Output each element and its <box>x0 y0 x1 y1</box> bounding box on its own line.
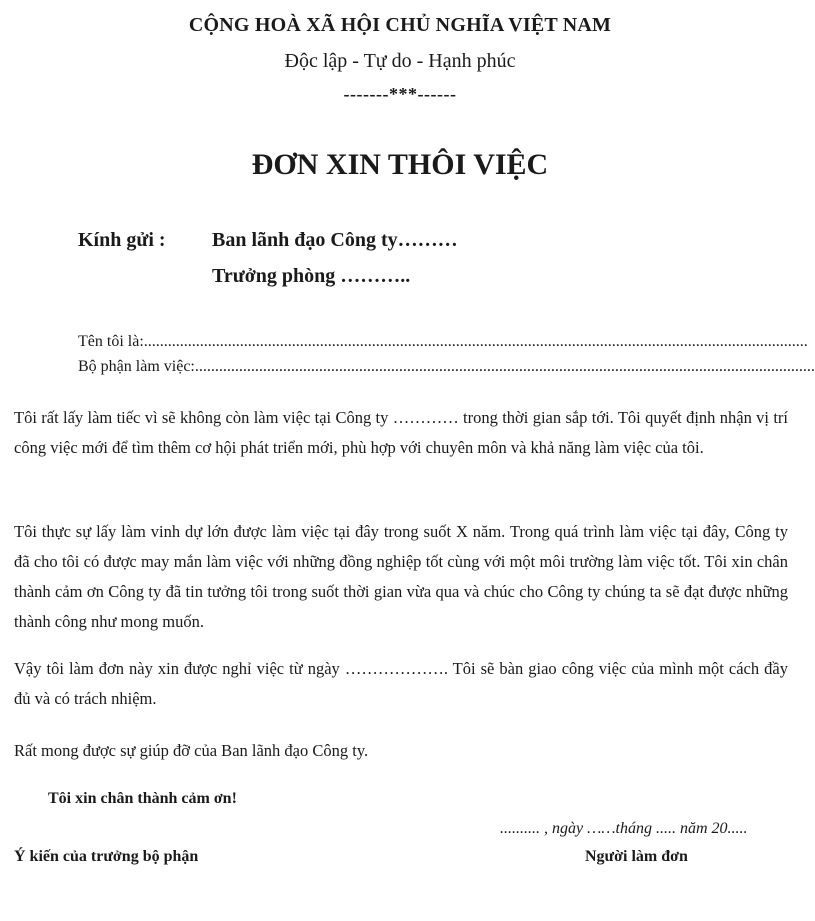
paragraph-request: Vậy tôi làm đơn này xin được nghỉ việc từ ngày ………………. Tôi sẽ bàn giao công việc của mình một cách đầy đủ và có trách nhiệm. <box>14 659 788 708</box>
national-motto: Độc lập - Tự do - Hạnh phúc <box>284 50 516 72</box>
department-head-opinion-label: Ý kiến của trưởng bộ phận <box>14 848 199 865</box>
date-line: .......... , ngày ……tháng ..... năm 20..... <box>500 820 748 837</box>
paragraph-gratitude: Tôi thực sự lấy làm vinh dự lớn được làm việc tại đây trong suốt X năm. Trong quá trình làm việc tại đây, Công ty đã cho tôi có được may mắn làm việc với những đồng nghiệp tốt cùng với một môi trường làm việc tốt. Tôi xin chân thành cảm ơn Công ty đã tin tưởng tôi trong suốt thời gian vừa qua và chúc cho Công ty chúng ta sẽ đạt được những thành công như mong muốn. <box>14 522 788 631</box>
applicant-signature-label: Người làm đơn <box>585 848 688 865</box>
name-field-label: Tên tôi là: <box>78 333 144 350</box>
department-field-blank: ........................................................................................................................................................... <box>194 358 815 375</box>
department-field <box>78 358 815 376</box>
addressee-label: Kính gửi : <box>78 229 166 251</box>
paragraph-intent: Tôi rất lấy làm tiếc vì sẽ không còn làm việc tại Công ty ………… trong thời gian sắp tới. Tôi quyết định nhận vị trí công việc mới để tìm thêm cơ hội phát triển mới, phù hợp với chuyên môn và khả năng làm việc của tôi. <box>14 408 788 457</box>
national-title: CỘNG HOÀ XÃ HỘI CHỦ NGHĨA VIỆT NAM <box>188 14 612 36</box>
thank-you-line: Tôi xin chân thành cảm ơn! <box>48 790 237 807</box>
addressee-line-1: Ban lãnh đạo Công ty……… <box>212 229 458 251</box>
paragraph-closing-request: Rất mong được sự giúp đỡ của Ban lãnh đạo Công ty. <box>14 741 369 760</box>
document-title: ĐƠN XIN THÔI VIỆC <box>251 148 549 181</box>
addressee-line-2: Trưởng phòng ……….. <box>212 265 411 287</box>
department-field-label: Bộ phận làm việc: <box>78 358 195 375</box>
name-field <box>78 333 808 351</box>
header-separator: -------***------ <box>343 84 457 104</box>
name-field-blank: ...................................................................................................................................................................... <box>143 333 808 350</box>
